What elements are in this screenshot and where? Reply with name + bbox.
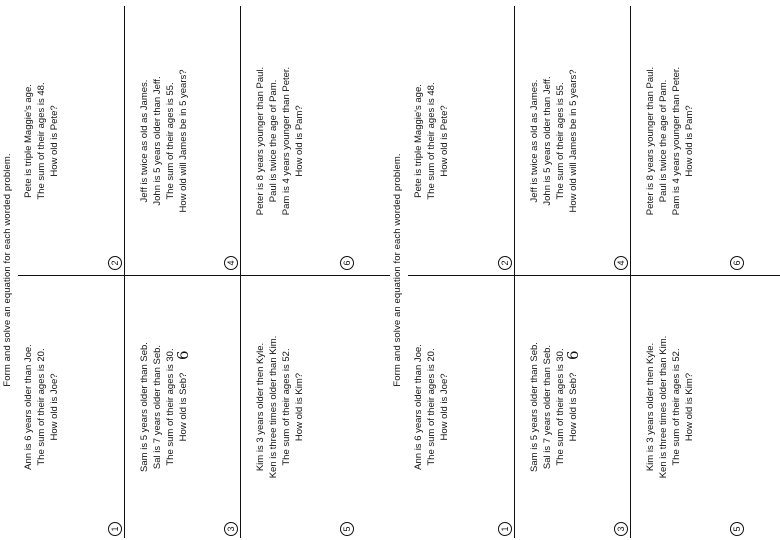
problem-line: How old is Kim? (294, 372, 305, 442)
problem-line: How old will James be in 5 years? (178, 69, 189, 213)
problem-number-badge: 2 (498, 256, 512, 270)
problem-text (528, 276, 580, 538)
problem-line: Paul is twice the age of Pam. (268, 79, 279, 203)
problem-box-4 (518, 10, 630, 272)
problem-text (254, 10, 306, 272)
problem-line: Ken is three times older than Kim. (268, 335, 279, 479)
problem-text (644, 276, 696, 538)
problem-line: How old is Kim? (684, 372, 695, 442)
problem-box-6 (244, 10, 356, 272)
problem-line: Sal is 7 years older than Seb. (542, 344, 553, 470)
problem-number-badge: 6 (340, 256, 354, 270)
problem-number-badge: 5 (730, 522, 744, 536)
problem-box-1 (402, 276, 514, 538)
problem-number-badge: 4 (614, 256, 628, 270)
problem-line: How old is Seb? (178, 372, 189, 442)
problem-line: Ann is 6 years older than Joe. (413, 344, 424, 470)
problem-line: Pete is triple Maggie's age. (413, 84, 424, 198)
problem-text (138, 276, 190, 538)
problem-number-badge: 6 (730, 256, 744, 270)
problem-line: Kim is 3 years older then Kyle. (255, 342, 266, 472)
problem-line: Peter is 8 years younger than Paul. (645, 66, 656, 216)
problem-line: Jeff is twice as old as James. (139, 79, 150, 203)
problem-text (528, 10, 580, 272)
handwritten-answer: 6 (174, 350, 192, 360)
problem-number-badge: 4 (224, 256, 238, 270)
problem-line: The sum of their ages is 52. (281, 348, 292, 466)
problem-line: The sum of their ages is 55. (165, 82, 176, 200)
problem-line: Sal is 7 years older than Seb. (152, 344, 163, 470)
problem-box-4 (128, 10, 240, 272)
problem-line: The sum of their ages is 20. (426, 348, 437, 466)
problem-box-1 (12, 276, 124, 538)
problem-line: The sum of their ages is 30. (165, 348, 176, 466)
problem-line: Peter is 8 years younger than Paul. (255, 66, 266, 216)
grid-divider-horizontal-2 (630, 6, 631, 538)
grid-divider-horizontal-1 (124, 6, 125, 538)
problem-box-6 (634, 10, 746, 272)
problem-line: How old is Seb? (568, 372, 579, 442)
problem-text (644, 10, 696, 272)
problem-box-3 (518, 276, 630, 538)
problem-line: Jeff is twice as old as James. (529, 79, 540, 203)
problem-line: How old is Pam? (294, 105, 305, 177)
problem-line: Kim is 3 years older then Kyle. (645, 342, 656, 472)
problem-text (412, 10, 451, 272)
problem-box-5 (634, 276, 746, 538)
problem-line: The sum of their ages is 52. (671, 348, 682, 466)
problem-number-badge: 3 (614, 522, 628, 536)
problem-line: Pam is 4 years younger than Peter. (671, 66, 682, 216)
problem-text (412, 276, 451, 538)
problem-line: The sum of their ages is 30. (555, 348, 566, 466)
problem-line: Paul is twice the age of Pam. (658, 79, 669, 203)
grid-divider-horizontal-1 (514, 6, 515, 538)
problem-number-badge: 1 (108, 522, 122, 536)
problem-line: How old will James be in 5 years? (568, 69, 579, 213)
worksheet-right (390, 0, 780, 540)
problem-text (22, 10, 61, 272)
problem-line: Sam is 5 years older than Seb. (139, 342, 150, 472)
problem-line: Ann is 6 years older than Joe. (23, 344, 34, 470)
problem-line: Ken is three times older than Kim. (658, 335, 669, 479)
problem-line: Sam is 5 years older than Seb. (529, 342, 540, 472)
problem-line: Pete is triple Maggie's age. (23, 84, 34, 198)
problem-line: How old is Pam? (684, 105, 695, 177)
worksheet-page (390, 0, 780, 540)
problem-box-2 (402, 10, 514, 272)
problem-box-5 (244, 276, 356, 538)
handwritten-answer: 6 (564, 350, 582, 360)
problem-box-2 (12, 10, 124, 272)
grid-divider-horizontal-2 (240, 6, 241, 538)
problem-line: Pam is 4 years younger than Peter. (281, 66, 292, 216)
problem-line: John is 5 years older than Jeff. (542, 76, 553, 206)
problem-line: The sum of their ages is 48. (36, 82, 47, 200)
worksheet-title: Form and solve an equation for each worded problem. (2, 153, 13, 387)
problem-box-3 (128, 276, 240, 538)
problem-number-badge: 5 (340, 522, 354, 536)
problem-line: The sum of their ages is 48. (426, 82, 437, 200)
worksheet-title: Form and solve an equation for each worded problem. (392, 153, 403, 387)
problem-line: How old is Pete? (49, 105, 60, 177)
problem-number-badge: 2 (108, 256, 122, 270)
problem-text (138, 10, 190, 272)
problem-text (22, 276, 61, 538)
problem-line: The sum of their ages is 55. (555, 82, 566, 200)
problem-line: How old is Pete? (439, 105, 450, 177)
problem-number-badge: 1 (498, 522, 512, 536)
problem-line: How old is Joe? (49, 373, 60, 441)
problem-line: How old is Joe? (439, 373, 450, 441)
problem-line: The sum of their ages is 20. (36, 348, 47, 466)
problem-number-badge: 3 (224, 522, 238, 536)
problem-line: John is 5 years older than Jeff. (152, 76, 163, 206)
problem-text (254, 276, 306, 538)
